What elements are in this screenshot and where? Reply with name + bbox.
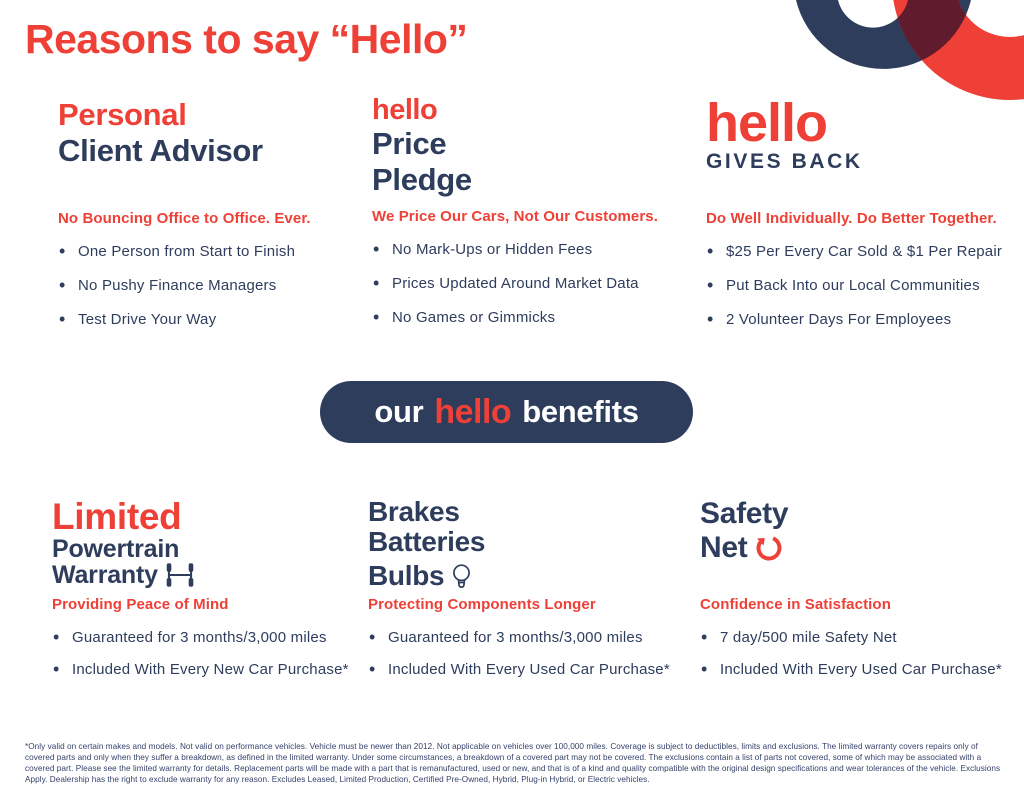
section-heading-line: Limited xyxy=(52,496,182,537)
section-tagline: Do Well Individually. Do Better Together. xyxy=(706,210,997,227)
section-heading-line: Client Advisor xyxy=(58,133,263,168)
section-heading xyxy=(706,93,1018,210)
section-heading-line: Safety xyxy=(700,497,789,530)
section-heading-line: Pledge xyxy=(372,162,472,197)
bullet-item: • 2 Volunteer Days For Employees xyxy=(706,311,1018,329)
bullet-item: • Included With Every Used Car Purchase* xyxy=(700,661,1012,679)
bullet-item: • Guaranteed for 3 months/3,000 miles xyxy=(52,629,364,647)
section-heading xyxy=(58,97,370,210)
bullet-list xyxy=(52,629,364,679)
section-hello-price-pledge xyxy=(372,95,684,343)
section-tagline: No Bouncing Office to Office. Ever. xyxy=(58,210,311,227)
heading-text: Net xyxy=(700,531,748,564)
bullet-item: • Prices Updated Around Market Data xyxy=(372,275,684,293)
section-tagline: Confidence in Satisfaction xyxy=(700,596,891,613)
bullet-item: • Included With Every Used Car Purchase* xyxy=(368,661,680,679)
banner-word-our: our xyxy=(374,394,424,429)
bullet-item: • No Mark-Ups or Hidden Fees xyxy=(372,241,684,259)
section-brakes-batteries-bulbs xyxy=(368,497,680,693)
section-heading-line: Powertrain xyxy=(52,535,180,563)
section-limited-powertrain-warranty xyxy=(52,497,364,693)
section-tagline: We Price Our Cars, Not Our Customers. xyxy=(372,208,658,225)
section-heading-line xyxy=(368,557,680,594)
lightbulb-icon xyxy=(451,563,472,594)
section-heading-line xyxy=(700,531,1012,565)
section-tagline: Providing Peace of Mind xyxy=(52,596,229,613)
banner-word-benefits: benefits xyxy=(522,394,639,429)
section-safety-net xyxy=(700,497,1012,693)
bullet-item: • $25 Per Every Car Sold & $1 Per Repair xyxy=(706,243,1018,261)
bullet-item: • 7 day/500 mile Safety Net xyxy=(700,629,1012,647)
heading-text: Bulbs xyxy=(368,559,445,591)
section-heading-line: Brakes xyxy=(368,496,460,527)
bullet-item: • No Pushy Finance Managers xyxy=(58,277,370,295)
section-heading-line xyxy=(52,562,364,588)
refresh-arrow-icon xyxy=(754,533,784,563)
benefits-banner xyxy=(320,381,693,443)
bullet-list xyxy=(58,243,370,329)
section-heading xyxy=(52,497,364,596)
bullet-item: • Guaranteed for 3 months/3,000 miles xyxy=(368,629,680,647)
section-heading xyxy=(700,497,1012,596)
bullet-item: • Test Drive Your Way xyxy=(58,311,370,329)
bullet-item: • One Person from Start to Finish xyxy=(58,243,370,261)
section-tagline: Protecting Components Longer xyxy=(368,596,596,613)
bullet-list xyxy=(706,243,1018,329)
disclaimer-text: *Only valid on certain makes and models. Not valid on performance vehicles. Vehicle must be newer than 2012. Not applicable on vehicles over 100,000 miles. Coverage is subject to deductibles, limits and exclusions. The limited warranty covers repairs only of covered parts and only when they suffer a breakdown, as defined in the limited warranty. Under some circumstances, a breakdown of a covered part may not be covered. The exclusions contain a list of parts not covered, some of which may be associated with a covered part. Please see the limited warranty for details. Replacement parts will be made with a part that is remanufactured, used or new, and that is of a kind and quality compatible with the original design specifications and wear tolerances of the vehicle. Exclusions Apply. Dealership has the right to exclude warranty for any reason. Excludes Leased, Limited Production, Certified Pre-Owned, Hybrid, Plug-in Hybrid, or Electric vehicles. xyxy=(25,742,1001,784)
section-heading xyxy=(368,497,680,596)
section-heading-line: Personal xyxy=(58,97,187,132)
heading-text: Warranty xyxy=(52,561,158,589)
hello-brand-wordmark: hello xyxy=(372,94,438,126)
drivetrain-icon xyxy=(165,563,195,587)
bullet-item: • Put Back Into our Local Communities xyxy=(706,277,1018,295)
page-title: Reasons to say “Hello” xyxy=(25,16,468,62)
bullet-item: • No Games or Gimmicks xyxy=(372,309,684,327)
section-heading-line: Batteries xyxy=(368,526,486,557)
section-heading-line: GIVES BACK xyxy=(706,150,863,173)
hello-brand-wordmark: hello xyxy=(706,93,828,153)
bullet-list xyxy=(700,629,1012,679)
section-heading xyxy=(372,95,684,208)
hello-brand-wordmark: hello xyxy=(434,392,512,431)
bullet-list xyxy=(368,629,680,679)
section-hello-gives-back xyxy=(706,93,1018,345)
section-heading-line: Price xyxy=(372,126,447,161)
bullet-list xyxy=(372,241,684,327)
bullet-item: • Included With Every New Car Purchase* xyxy=(52,661,364,679)
section-personal-client-advisor xyxy=(58,97,370,345)
